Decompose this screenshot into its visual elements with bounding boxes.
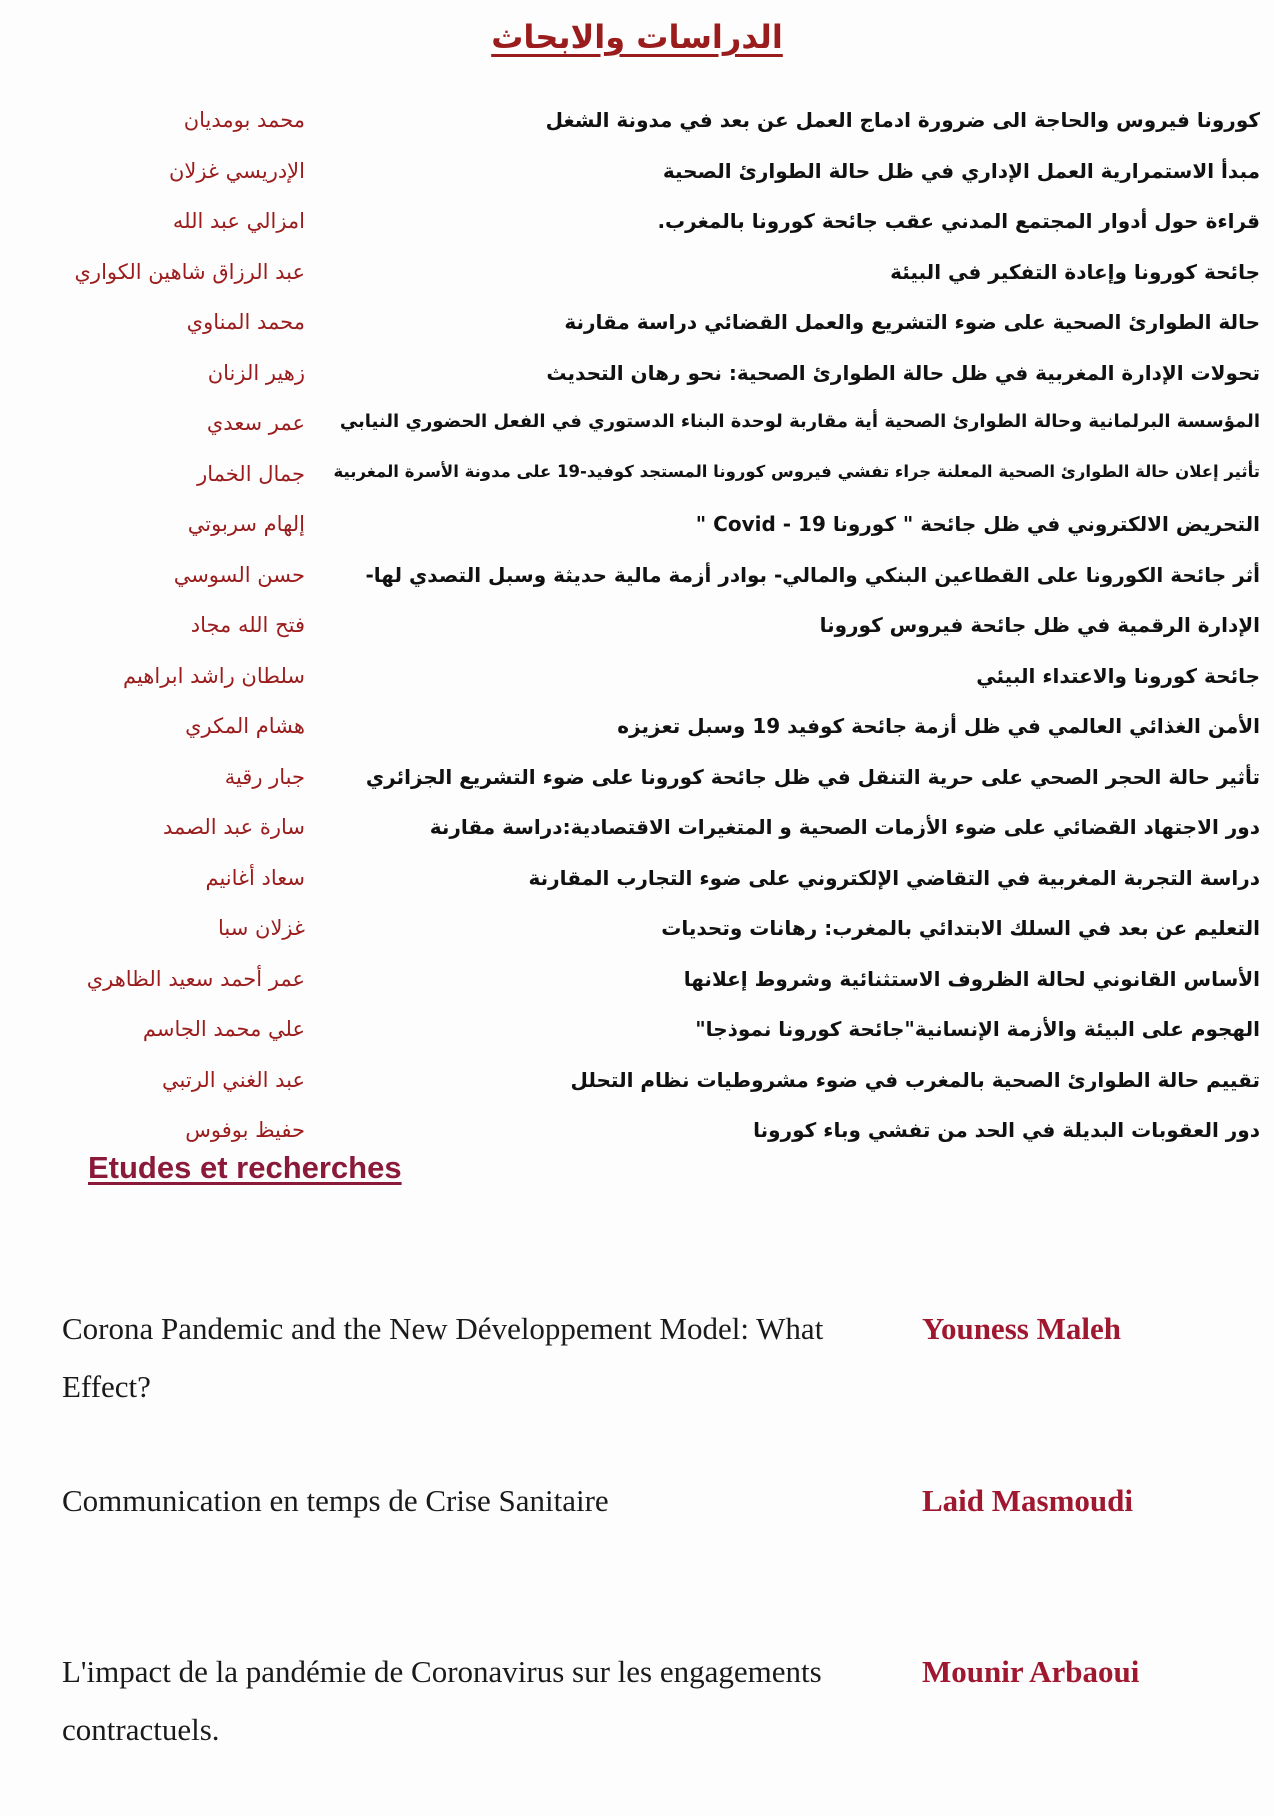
entry-topic: مبدأ الاستمرارية العمل الإداري في ظل حالة الطوارئ الصحية (662, 158, 1260, 183)
entry-author: سارة عبد الصمد (163, 815, 305, 839)
entry-author: عمر أحمد سعيد الظاهري (86, 966, 305, 991)
entry-topic: تحولات الإدارة المغربية في ظل حالة الطوارئ الصحية: نحو رهان التحديث (546, 360, 1260, 385)
entry-author: حفيظ بوفوس (185, 1118, 305, 1142)
arabic-entry (50, 260, 1260, 308)
entry-author: علي محمد الجاسم (142, 1017, 305, 1041)
arabic-entry (50, 916, 1260, 964)
entry-author: حسن السوسي (173, 562, 305, 587)
entry-topic: كورونا فيروس والحاجة الى ضرورة ادماج العمل عن بعد في مدونة الشغل (545, 108, 1260, 132)
arabic-entry (50, 108, 1260, 156)
entry-author: عبد الغني الرتبي (162, 1067, 305, 1092)
entry-topic: التعليم عن بعد في السلك الابتدائي بالمغرب: رهانات وتحديات (661, 916, 1260, 940)
entry-author: عبد الرزاق شاهين الكواري (74, 259, 305, 284)
arabic-entry (50, 1068, 1260, 1116)
arabic-entry (50, 967, 1260, 1015)
arabic-entry (50, 310, 1260, 358)
entry-author: Mounir Arbaoui (922, 1654, 1140, 1689)
entry-author: جمال الخمار (197, 461, 305, 486)
entry-topic: جائحة كورونا والاعتداء البيئي (976, 663, 1260, 688)
arabic-entry (50, 462, 1260, 510)
entry-topic: دور الاجتهاد القضائي على ضوء الأزمات الصحية و المتغيرات الاقتصادية:دراسة مقارنة (429, 815, 1260, 839)
french-section-title: Etudes et recherches (88, 1150, 402, 1185)
arabic-entry (50, 563, 1260, 611)
arabic-entry (50, 714, 1260, 762)
arabic-entry (50, 361, 1260, 409)
entry-author: غزلان سبا (218, 916, 305, 940)
arabic-entry (50, 664, 1260, 712)
entry-author: إلهام سربوتي (187, 512, 305, 536)
entry-topic: الأمن الغذائي العالمي في ظل أزمة جائحة كوفيد 19 وسبل تعزيزه (617, 714, 1260, 738)
arabic-entry (50, 209, 1260, 257)
entry-topic: دراسة التجربة المغربية في التقاضي الإلكتروني على ضوء التجارب المقارنة (528, 865, 1260, 890)
entry-author: سعاد أغانيم (205, 865, 305, 890)
entry-topic: Corona Pandemic and the New Développement Model: What Effect? (62, 1311, 824, 1404)
arabic-entry (50, 411, 1260, 459)
entry-author: Youness Maleh (922, 1311, 1121, 1346)
entry-author: امزالي عبد الله (172, 209, 305, 233)
arabic-entry (50, 815, 1260, 863)
entry-author: Laid Masmoudi (922, 1483, 1134, 1518)
entry-topic: حالة الطوارئ الصحية على ضوء التشريع والعمل القضائي دراسة مقارنة (564, 310, 1260, 334)
entry-topic: الأساس القانوني لحالة الظروف الاستثنائية وشروط إعلانها (683, 966, 1260, 991)
entry-topic: الهجوم على البيئة والأزمة الإنسانية"جائحة كورونا نموذجا" (695, 1017, 1260, 1041)
arabic-entry (50, 159, 1260, 207)
entry-author: جبار رقية (224, 764, 305, 789)
entry-topic: L'impact de la pandémie de Coronavirus sur les engagements contractuels. (62, 1654, 822, 1747)
entry-topic: Communication en temps de Crise Sanitaire (62, 1483, 609, 1518)
entry-topic: جائحة كورونا وإعادة التفكير في البيئة (890, 259, 1260, 284)
arabic-section-title: الدراسات والابحاث (491, 18, 783, 56)
entry-topic: تقييم حالة الطوارئ الصحية بالمغرب في ضوء مشروطيات نظام التحلل (570, 1067, 1260, 1092)
entry-author: محمد المناوي (186, 310, 305, 334)
entry-topic: التحريض الالكتروني في ظل جائحة " كورونا Covid - 19 " (695, 512, 1260, 536)
arabic-entry (50, 866, 1260, 914)
entry-author: هشام المكري (185, 714, 305, 738)
arabic-entry (50, 765, 1260, 813)
entry-author: سلطان راشد ابراهيم (122, 663, 305, 688)
entry-topic: المؤسسة البرلمانية وحالة الطوارئ الصحية أية مقاربة لوحدة البناء الدستوري في الفعل الحضوري النيابي (339, 411, 1260, 432)
entry-topic: تأثير إعلان حالة الطوارئ الصحية المعلنة جراء تفشي فيروس كورونا المستجد كوفيد-19 على مدونة الأسرة المغربية (333, 461, 1260, 481)
entry-author: فتح الله مجاد (190, 613, 305, 637)
arabic-entry (50, 512, 1260, 560)
arabic-entry (50, 1017, 1260, 1065)
entry-author: محمد بومديان (183, 108, 305, 132)
entry-topic: أثر جائحة الكورونا على القطاعين البنكي والمالي- بوادر أزمة مالية حديثة وسبل التصدي لها- (365, 562, 1260, 587)
entry-author: زهير الزنان (207, 360, 305, 385)
entry-topic: الإدارة الرقمية في ظل جائحة فيروس كورونا (819, 613, 1260, 637)
entry-topic: دور العقوبات البديلة في الحد من تفشي وباء كورونا (753, 1118, 1260, 1142)
entry-topic: تأثير حالة الحجر الصحي على حرية التنقل في ظل جائحة كورونا على ضوء التشريع الجزائري (365, 764, 1260, 789)
entry-author: الإدريسي غزلان (168, 158, 305, 183)
arabic-entry (50, 613, 1260, 661)
entry-author: عمر سعدي (206, 411, 305, 435)
entry-topic: قراءة حول أدوار المجتمع المدني عقب جائحة كورونا بالمغرب. (657, 209, 1260, 233)
